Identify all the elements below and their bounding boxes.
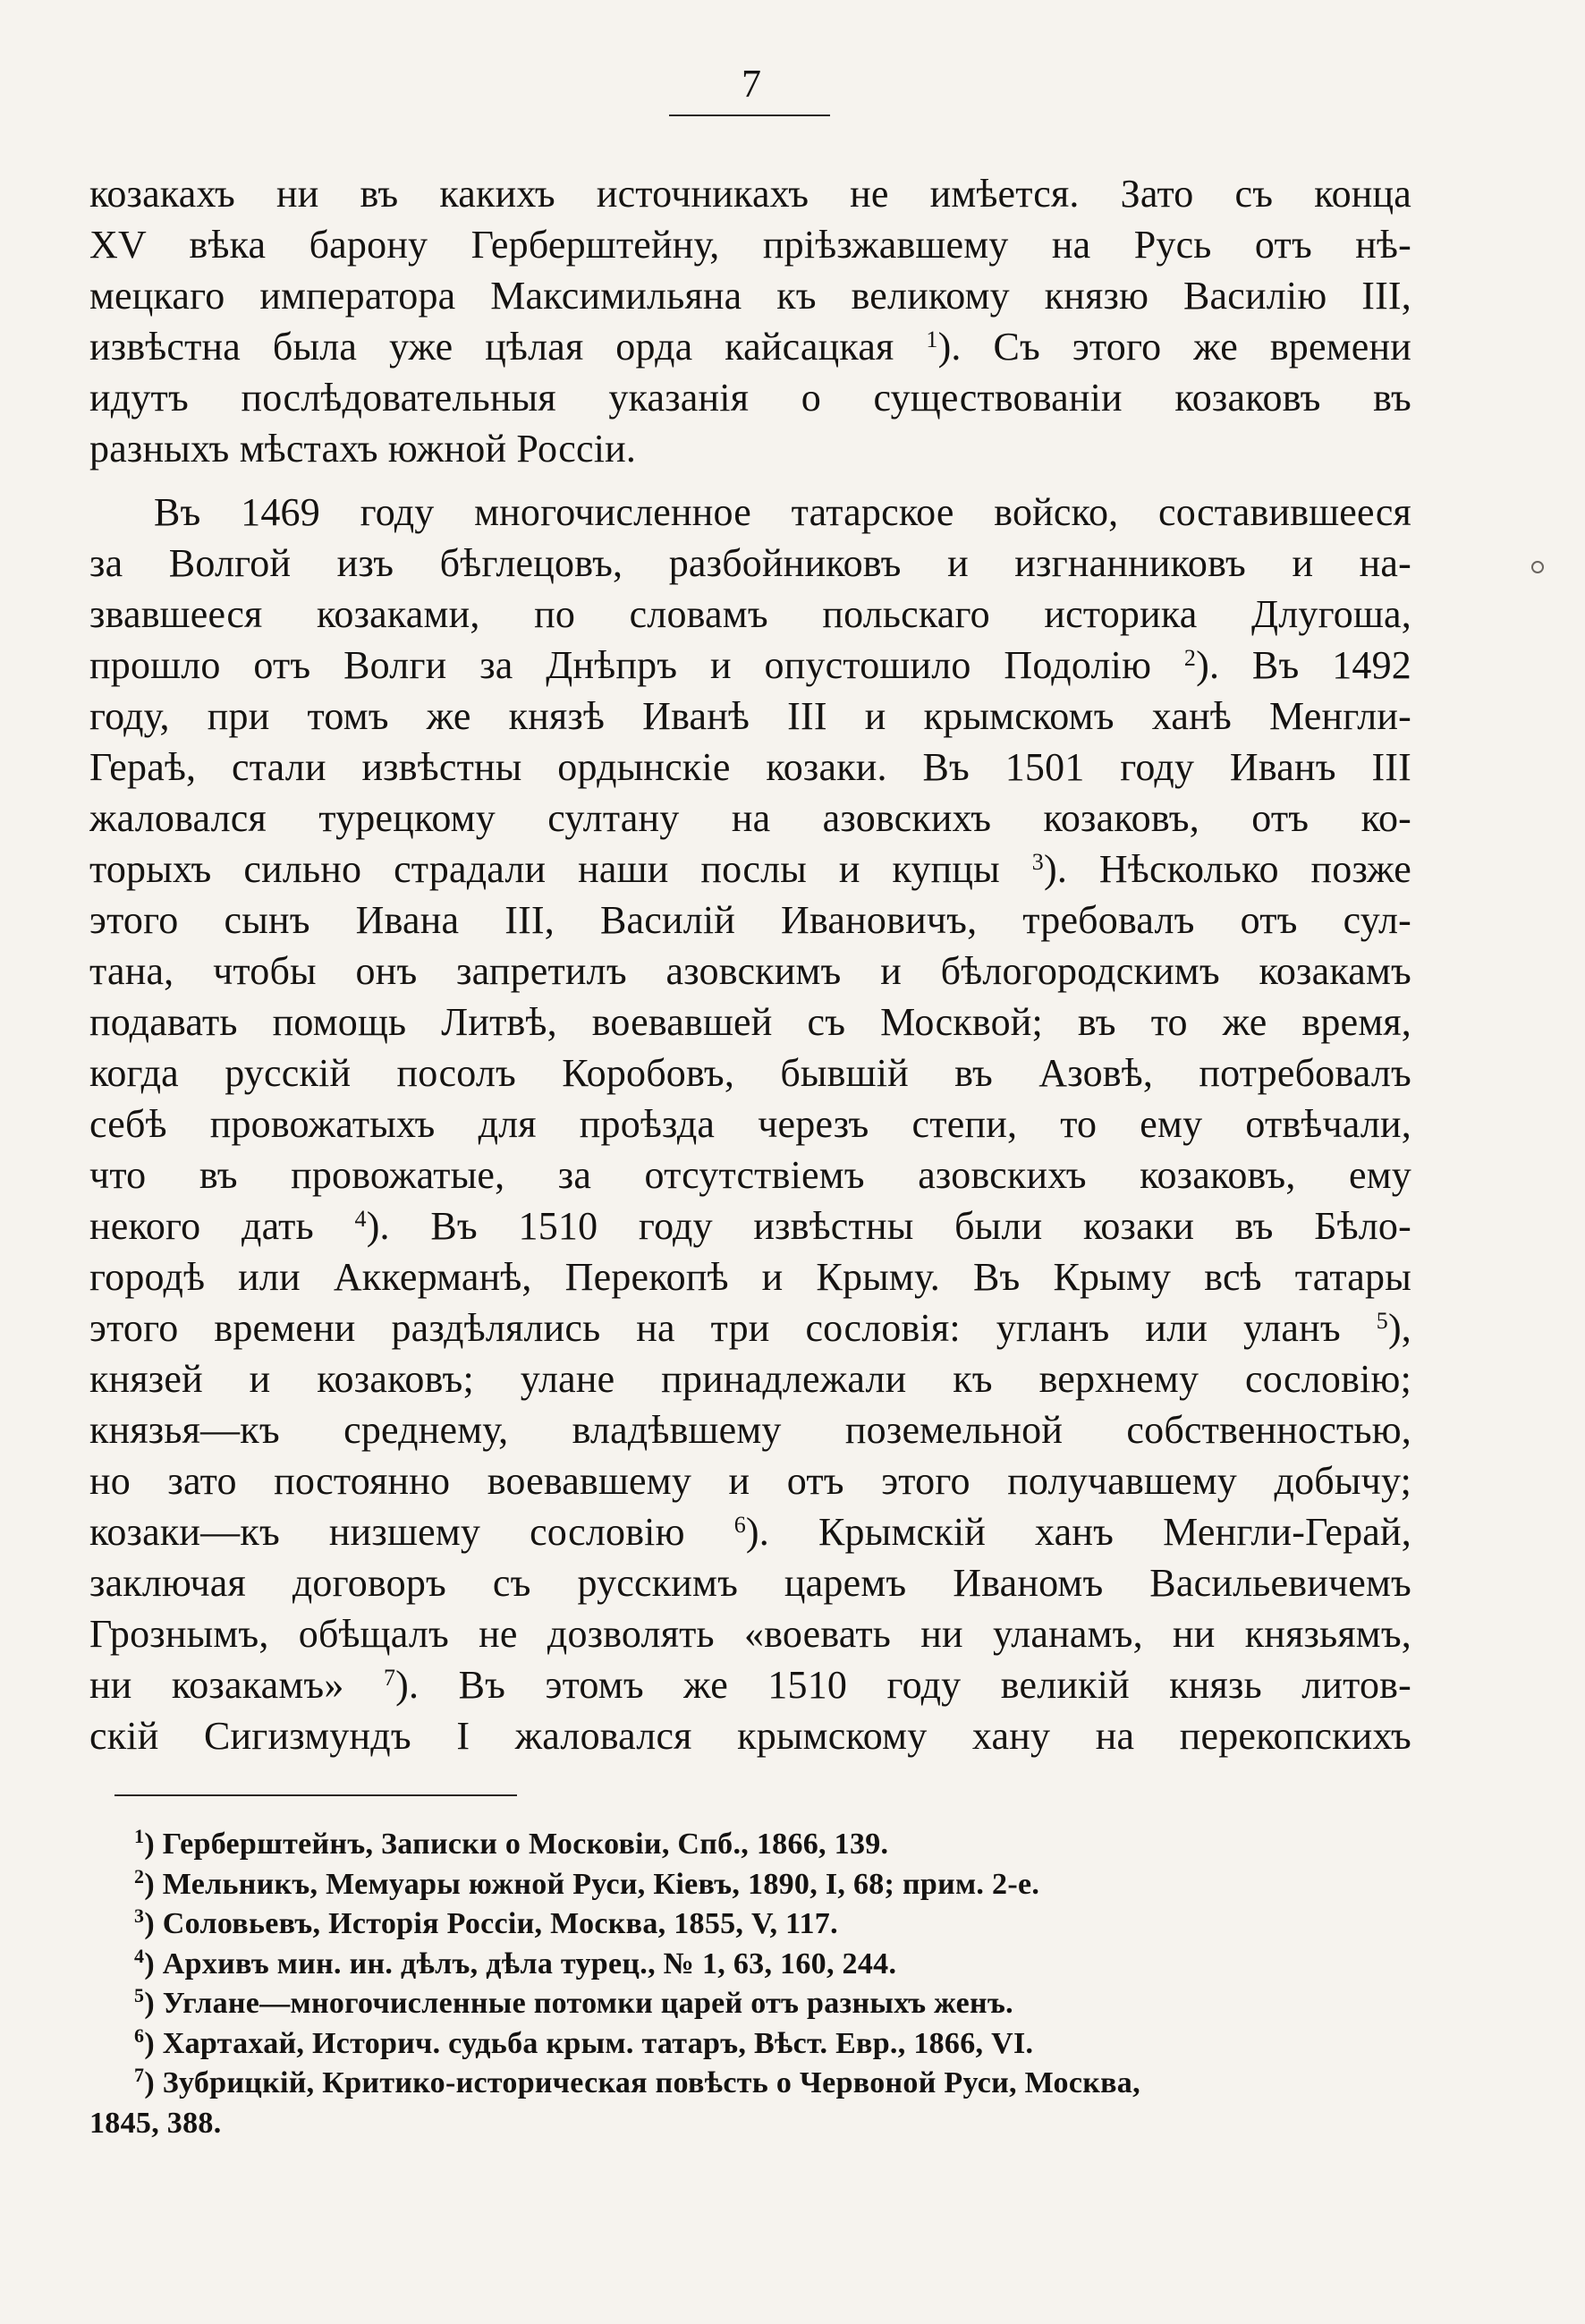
footnote-mark: 7 [134,2064,145,2086]
body-line-text-continued: ). Нѣсколько позже [1044,847,1411,891]
body-line [89,372,1411,423]
body-line-text: XV вѣка барону Герберштейну, пріѣзжавшему на Русь отъ нѣ- [89,223,1411,267]
body-line [89,895,1411,946]
footnote-reference[interactable]: 2 [1183,645,1197,671]
body-line [89,1557,1411,1608]
body-line [89,1098,1411,1149]
body-line [89,270,1411,321]
body-line-text: но зато постоянно воевавшему и отъ этого получавшему добычу; [89,1459,1411,1503]
body-line-text-continued: ). Въ 1492 [1196,643,1411,687]
footnote-reference[interactable]: 1 [926,327,938,352]
body-line-text: мецкаго императора Максимильяна къ великому князю Василію III, [89,274,1411,318]
body-line [89,844,1411,895]
footnote-separator [114,1794,517,1796]
body-line [89,1659,1411,1710]
footnote-mark: 2 [134,1864,145,1887]
body-line [89,997,1411,1047]
footnote-text: Соловьевъ, Исторія Россіи, Москва, 1855, V, 117. [162,1907,838,1940]
body-line-text: извѣстна была уже цѣлая орда кайсацкая [89,325,894,369]
body-text [89,168,1411,1761]
body-line-text: прошло отъ Волги за Днѣпръ и опустошило Подолію [89,643,1152,687]
body-line-text: князей и козаковъ; улане принадлежали къ верхнему сословію; [89,1357,1411,1401]
body-line-text: этого сынъ Ивана III, Василій Ивановичъ, требовалъ отъ сул- [89,898,1411,942]
body-line-text: этого времени раздѣлялись на три сословія: угланъ или уланъ [89,1306,1341,1350]
body-line-text: Грознымъ, обѣщалъ не дозволять «воевать ни уланамъ, ни князьямъ, [89,1612,1411,1656]
footnotes [89,1825,1411,2143]
body-line-text: себѣ провожатыхъ для проѣзда черезъ степи, то ему отвѣчали, [89,1102,1411,1146]
body-line-text: заключая договоръ съ русскимъ царемъ Иваномъ Васильевичемъ [89,1561,1411,1605]
footnote-mark-paren: ) [144,1828,163,1861]
body-line [89,538,1411,589]
body-line [89,1353,1411,1404]
body-line-text: за Волгой изъ бѣглецовъ, разбойниковъ и изгнанниковъ и на- [89,541,1411,585]
body-line [89,691,1411,742]
body-line [89,1710,1411,1761]
body-line-text: тана, чтобы онъ запретилъ азовскимъ и бѣлогородскимъ козакамъ [89,949,1411,993]
body-line [89,321,1411,372]
body-line-text: Гераѣ, стали извѣстны ордынскіе козаки. Въ 1501 году Иванъ III [89,745,1411,789]
body-line-text-continued: ). Съ этого же времени [937,325,1411,369]
footnote-reference[interactable]: 7 [383,1665,396,1691]
footnote [89,1984,1411,2024]
footnote-text: Мельникъ, Мемуары южной Руси, Кіевъ, 1890, I, 68; прим. 2-е. [162,1867,1040,1901]
footnote-text: 1845, 388. [89,2106,222,2140]
body-line [89,168,1411,219]
footnote-text: Зубрицкій, Критико-историческая повѣсть о Червоной Руси, Москва, [162,2066,1140,2099]
footnote-mark-paren: ) [144,1867,163,1901]
body-line [89,1455,1411,1506]
body-line-text: некого дать [89,1204,314,1248]
footnote-mark: 1 [134,1825,145,1847]
footnote [89,1865,1411,1905]
footnote [89,1825,1411,1865]
body-line [89,487,1411,538]
body-line [89,589,1411,640]
body-line [89,219,1411,270]
body-line-text: звавшееся козаками, по словамъ польскаго историка Длугоша, [89,592,1411,636]
body-line [89,1047,1411,1098]
body-line [89,423,1411,474]
body-line-text: что въ провожатые, за отсутствіемъ азовскихъ козаковъ, ему [89,1153,1411,1197]
footnote-text: Архивъ мин. ин. дѣлъ, дѣла турец., № 1, 63, 160, 244. [162,1947,897,1980]
footnote-reference[interactable]: 3 [1031,849,1044,875]
footnote-mark: 5 [134,1984,145,2006]
footnote [89,1945,1411,1985]
body-line-text-continued: ). Въ 1510 году извѣстны были козаки въ Бѣло- [366,1204,1411,1248]
margin-speck [1531,561,1544,573]
page-number-rule [669,115,830,116]
body-line [89,946,1411,997]
body-line-text: году, при томъ же князѣ Иванѣ III и крымскомъ ханѣ Менгли- [89,694,1411,738]
footnote-mark-paren: ) [144,1987,163,2020]
body-line [89,1302,1411,1353]
body-line [89,1200,1411,1251]
body-line [89,742,1411,793]
footnote-mark-paren: ) [144,1947,163,1980]
footnote-mark: 4 [134,1944,145,1967]
body-line [89,1404,1411,1455]
body-line [89,1608,1411,1659]
body-line-text: когда русскій посолъ Коробовъ, бывшій въ Азовѣ, потребовалъ [89,1051,1411,1095]
body-line-text: Въ 1469 году многочисленное татарское войско, составившееся [154,490,1411,534]
body-line [89,1251,1411,1302]
footnote [89,2064,1411,2104]
footnote-text: Герберштейнъ, Записки о Московіи, Спб., 1866, 139. [162,1828,889,1861]
footnote-mark-paren: ) [144,1907,163,1940]
body-line-text: князья—къ среднему, владѣвшему поземельной собственностью, [89,1408,1411,1452]
body-line-text: козакахъ ни въ какихъ источникахъ не имѣется. Зато съ конца [89,172,1411,216]
body-line-text-continued: ), [1387,1306,1411,1350]
body-line-text: торыхъ сильно страдали наши послы и купцы [89,847,1000,891]
paragraph-gap [89,474,1411,487]
body-line [89,1149,1411,1200]
body-line-text: скій Сигизмундъ I жаловался крымскому хану на перекопскихъ [89,1714,1411,1758]
body-line-text: городѣ или Аккерманѣ, Перекопѣ и Крыму. Въ Крыму всѣ татары [89,1255,1411,1299]
footnote-mark: 6 [134,2023,145,2047]
footnote-reference[interactable]: 5 [1376,1308,1388,1334]
body-line-text: идутъ послѣдовательныя указанія о существованіи козаковъ въ [89,376,1411,420]
page-number: 7 [742,62,761,106]
footnote [89,2024,1411,2065]
body-line [89,1506,1411,1557]
body-line-text: подавать помощь Литвѣ, воевавшей съ Москвой; въ то же время, [89,1000,1411,1044]
footnote-text: Углане—многочисленные потомки царей отъ разныхъ женъ. [162,1987,1013,2020]
body-line-text: жаловался турецкому султану на азовскихъ козаковъ, отъ ко- [89,796,1411,840]
footnote [89,1904,1411,1945]
footnote-reference[interactable]: 6 [733,1512,746,1538]
footnote-mark-paren: ) [144,2066,163,2099]
footnote [89,2104,1411,2144]
body-line-text: разныхъ мѣстахъ южной Россіи. [89,427,637,471]
body-line-text-continued: ). Въ этомъ же 1510 году великій князь литов- [395,1663,1411,1707]
footnote-mark: 3 [134,1904,145,1927]
body-line [89,793,1411,844]
body-line-text-continued: ). Крымскій ханъ Менгли-Герай, [745,1510,1411,1554]
body-line-text: ни козакамъ» [89,1663,344,1707]
footnote-text: Хартахай, Историч. судьба крым. татаръ, Вѣст. Евр., 1866, VI. [162,2026,1034,2060]
body-line [89,640,1411,691]
body-line-text: козаки—къ низшему сословію [89,1510,685,1554]
footnote-mark-paren: ) [144,2026,163,2060]
footnote-reference[interactable]: 4 [354,1206,367,1232]
